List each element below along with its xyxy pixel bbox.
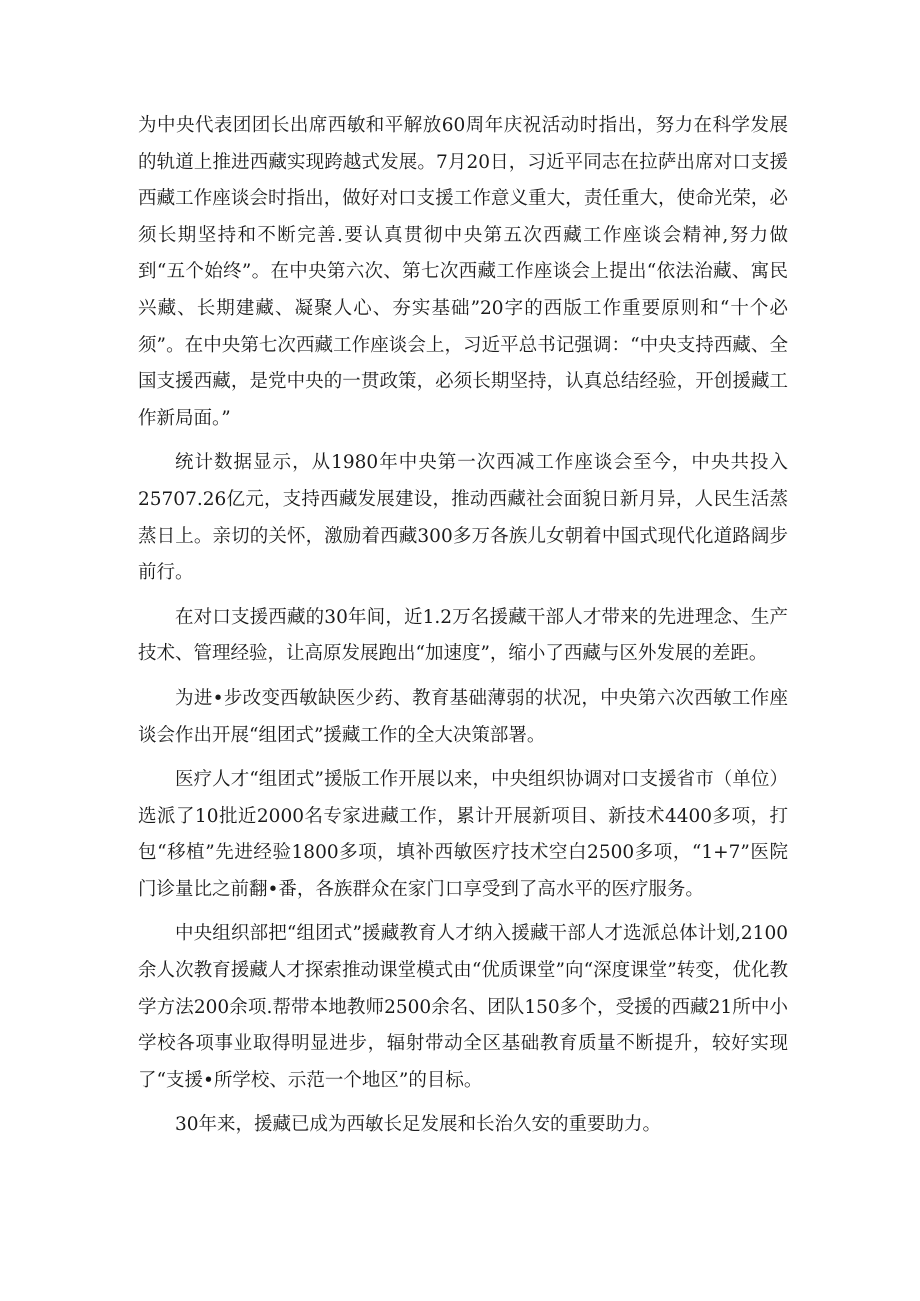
- paragraph-5: 医疗人才“组团式”援版工作开展以来，中央组织协调对口支援省市（单位）选派了10批近2000名专家进藏工作，累计开展新项目、新技术4400多项，打包“移植”先进经验1800多项，填补西敏医疗技术空白2500多项，“1+7”医院门诊量比之前翻•番，各族群众在家门口享受到了高水平的医疗服务。: [138, 769, 788, 900]
- body-text: [138, 108, 788, 1152]
- paragraph-2: 统计数据显示，从1980年中央第一次西减工作座谈会至今，中央共投入25707.26亿元，支持西藏发展建设，推动西藏社会面貌日新月异，人民生活蒸蒸日上。亲切的关怀，激励着西藏300多万各族儿女朝着中国式现代化道路阔步前行。: [138, 452, 788, 584]
- paragraph-3: 在对口支援西藏的30年间，近1.2万名援藏干部人才带来的先进理念、生产技术、管理经验，让高原发展跑出“加速度”，缩小了西藏与区外发展的差距。: [138, 606, 788, 665]
- paragraph-6: 中央组织部把“组团式”援藏教育人才纳入援藏干部人才选派总体计划,2100余人次教育援藏人才探索推动课堂模式由“优质课堂”向“深度课堂”转变，优化教学方法200余项.帮带本地教师2500余名、团队150多个，受援的西藏21所中小学校各项事业取得明显进步，辐射带动全区基础教育质量不断提升，较好实现了“支援•所学校、示范一个地区”的目标。: [138, 923, 788, 1091]
- paragraph-1: 为中央代表团团长出席西敏和平解放60周年庆祝活动时指出，努力在科学发展的轨道上推进西藏实现跨越式发展。7月20日，习近平同志在拉萨出席对口支援西藏工作座谈会时指出，做好对口支援工作意义重大，责任重大，使命光荣，必须长期坚持和不断完善.要认真贯彻中央第五次西藏工作座谈会精神,努力做到“五个始终”。在中央第六次、第七次西藏工作座谈会上提出“依法治藏、寓民兴藏、长期建藏、凝聚人心、夯实基础”20字的西版工作重要原则和“十个必须”。在中央第七次西藏工作座谈会上，习近平总书记强调：“中央支持西藏、全国支援西藏，是党中央的一贯政策，必须长期坚持，认真总结经验，开创援藏工作新局面。”: [138, 115, 788, 429]
- paragraph-7: 30年来，援藏已成为西敏长足发展和长治久安的重要助力。: [175, 1114, 662, 1136]
- paragraph-4: 为进•步改变西敏缺医少药、教育基础薄弱的状况，中央第六次西敏工作座谈会作出开展“组团式”援藏工作的全大决策部署。: [138, 687, 788, 746]
